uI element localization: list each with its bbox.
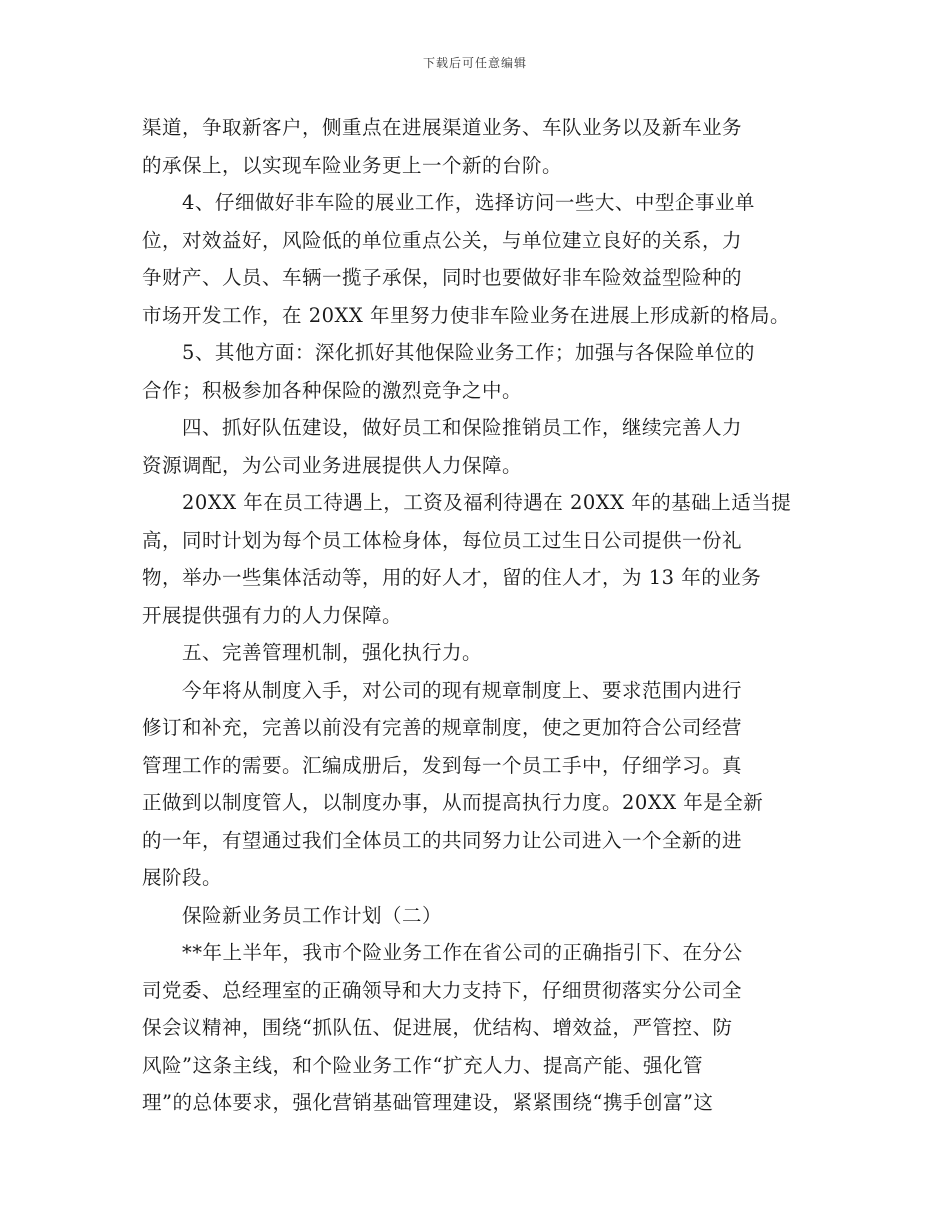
text-line: 司党委、总经理室的正确领导和大力支持下，仔细贯彻落实分公司全 xyxy=(142,978,743,1002)
text-line: 保会议精神，围绕“抓队伍、促进展，优结构、增效益，严管控、防 xyxy=(142,1016,733,1039)
text-line: 位，对效益好，风险低的单位重点公关，与单位建立良好的关系，力 xyxy=(142,228,743,252)
text-line: 正做到以制度管人，以制度办事，从而提高执行力度。20XX 年是全新 xyxy=(142,791,764,814)
section-heading: 五、完善管理机制，强化执行力。 xyxy=(142,641,483,664)
text-line: 展阶段。 xyxy=(142,866,223,889)
text-line: 今年将从制度入手，对公司的现有规章制度上、要求范围内进行 xyxy=(142,678,743,702)
document-body xyxy=(142,109,822,1122)
page-header: 下载后可任意编辑 xyxy=(422,56,527,70)
text-line: 的一年，有望通过我们全体员工的共同努力让公司进入一个全新的进 xyxy=(142,828,743,852)
text-line: **年上半年，我市个险业务工作在省公司的正确指引下、在分公 xyxy=(142,941,743,964)
text-line: 4、仔细做好非车险的展业工作，选择访问一些大、中型企事业单 xyxy=(142,191,755,214)
text-line: 修订和补充，完善以前没有完善的规章制度，使之更加符合公司经营 xyxy=(142,716,743,739)
text-line: 渠道，争取新客户，侧重点在进展渠道业务、车队业务以及新车业务 xyxy=(142,116,743,139)
text-line: 物，举办一些集体活动等，用的好人才，留的住人才，为 13 年的业务 xyxy=(142,566,762,589)
text-line: 四、抓好队伍建设，做好员工和保险推销员工作，继续完善人力 xyxy=(142,416,743,439)
text-line: 争财产、人员、车辆一揽子承保，同时也要做好非车险效益型险种的 xyxy=(142,266,743,289)
text-line: 资源调配，为公司业务进展提供人力保障。 xyxy=(142,453,523,477)
text-line: 的承保上，以实现车险业务更上一个新的台阶。 xyxy=(142,153,563,177)
text-line: 风险”这条主线，和个险业务工作“扩充人力、提高产能、强化管 xyxy=(142,1053,703,1077)
section-heading: 保险新业务员工作计划（二） xyxy=(142,903,443,927)
text-line: 高，同时计划为每个员工体检身体，每位员工过生日公司提供一份礼 xyxy=(142,528,743,552)
text-line: 管理工作的需要。汇编成册后，发到每一个员工手中，仔细学习。真 xyxy=(142,753,743,777)
text-line: 5、其他方面：深化抓好其他保险业务工作；加强与各保险单位的 xyxy=(142,341,755,364)
text-line: 开展提供强有力的人力保障。 xyxy=(142,603,403,627)
text-line: 合作；积极参加各种保险的激烈竞争之中。 xyxy=(142,378,523,402)
text-line: 理”的总体要求，强化营销基础管理建设，紧紧围绕“携手创富”这 xyxy=(142,1091,714,1114)
text-line: 20XX 年在员工待遇上，工资及福利待遇在 20XX 年的基础上适当提 xyxy=(142,491,792,514)
text-line: 市场开发工作，在 20XX 年里努力使非车险业务在进展上形成新的格局。 xyxy=(142,303,790,327)
